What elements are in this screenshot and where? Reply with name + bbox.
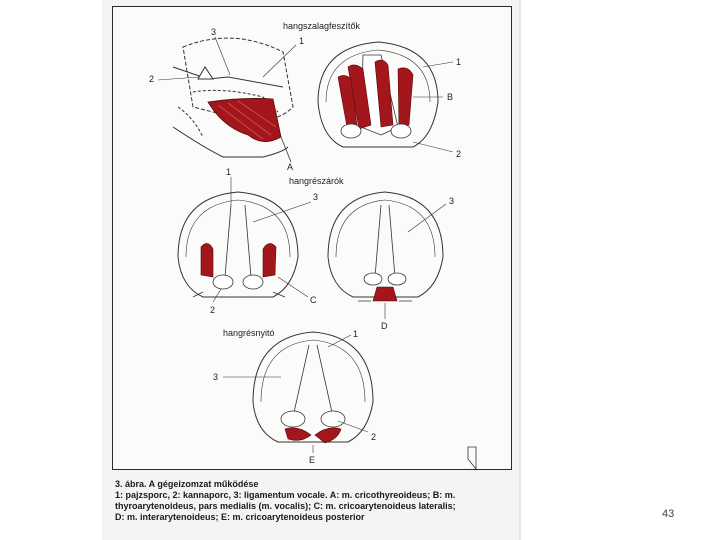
label-bottom-1: 1: [353, 329, 359, 339]
panel-lateral-cricoarytenoid: [178, 167, 318, 315]
caption-line-3: thyroarytenoideus, pars medialis (m. vocalis); C: m. cricoarytenoideus lateralis;: [115, 501, 456, 511]
label-mid-left-1: 1: [226, 167, 232, 177]
title-middle: hangrészárók: [289, 176, 344, 186]
title-bottom: hangrésnyitó: [223, 328, 275, 338]
label-top-left-3: 3: [211, 27, 217, 37]
figure-caption: [115, 479, 515, 523]
label-top-left-1: 1: [299, 36, 305, 46]
caption-title: 3. ábra. A gégeizomzat működése: [115, 479, 259, 489]
label-mid-left-3: 3: [313, 192, 319, 202]
label-top-right-B: B: [447, 92, 454, 102]
panel-posterior-cricoarytenoid: [213, 329, 376, 465]
panel-interarytenoid: [328, 192, 454, 331]
label-top-right-2: 2: [456, 149, 462, 159]
larynx-muscle-figure: [112, 6, 512, 470]
label-top-left-A: A: [287, 162, 294, 172]
label-mid-left-C: C: [310, 295, 317, 305]
caption-line-2: 1: pajzsporc, 2: kannaporc, 3: ligamentum vocale. A: m. cricothyreoideus; B: m.: [115, 490, 456, 500]
label-top-right-1: 1: [456, 57, 462, 67]
label-mid-left-2: 2: [210, 305, 216, 315]
panel-superior-view-vocalis: [318, 42, 461, 159]
caption-line-4: D: m. interarytenoideus; E: m. cricoarytenoideus posterior: [115, 512, 365, 522]
label-top-left-2: 2: [149, 74, 155, 84]
scan-edge: [519, 0, 521, 540]
page-number: 43: [662, 508, 675, 520]
label-bottom-3: 3: [213, 372, 219, 382]
corner-mark: [468, 447, 476, 469]
label-mid-right-D: D: [381, 321, 388, 331]
label-mid-right-3: 3: [449, 196, 455, 206]
title-top: hangszalagfeszítők: [283, 21, 361, 31]
label-bottom-E: E: [309, 455, 316, 465]
panel-lateral-view: [149, 27, 304, 172]
label-bottom-2: 2: [371, 432, 377, 442]
